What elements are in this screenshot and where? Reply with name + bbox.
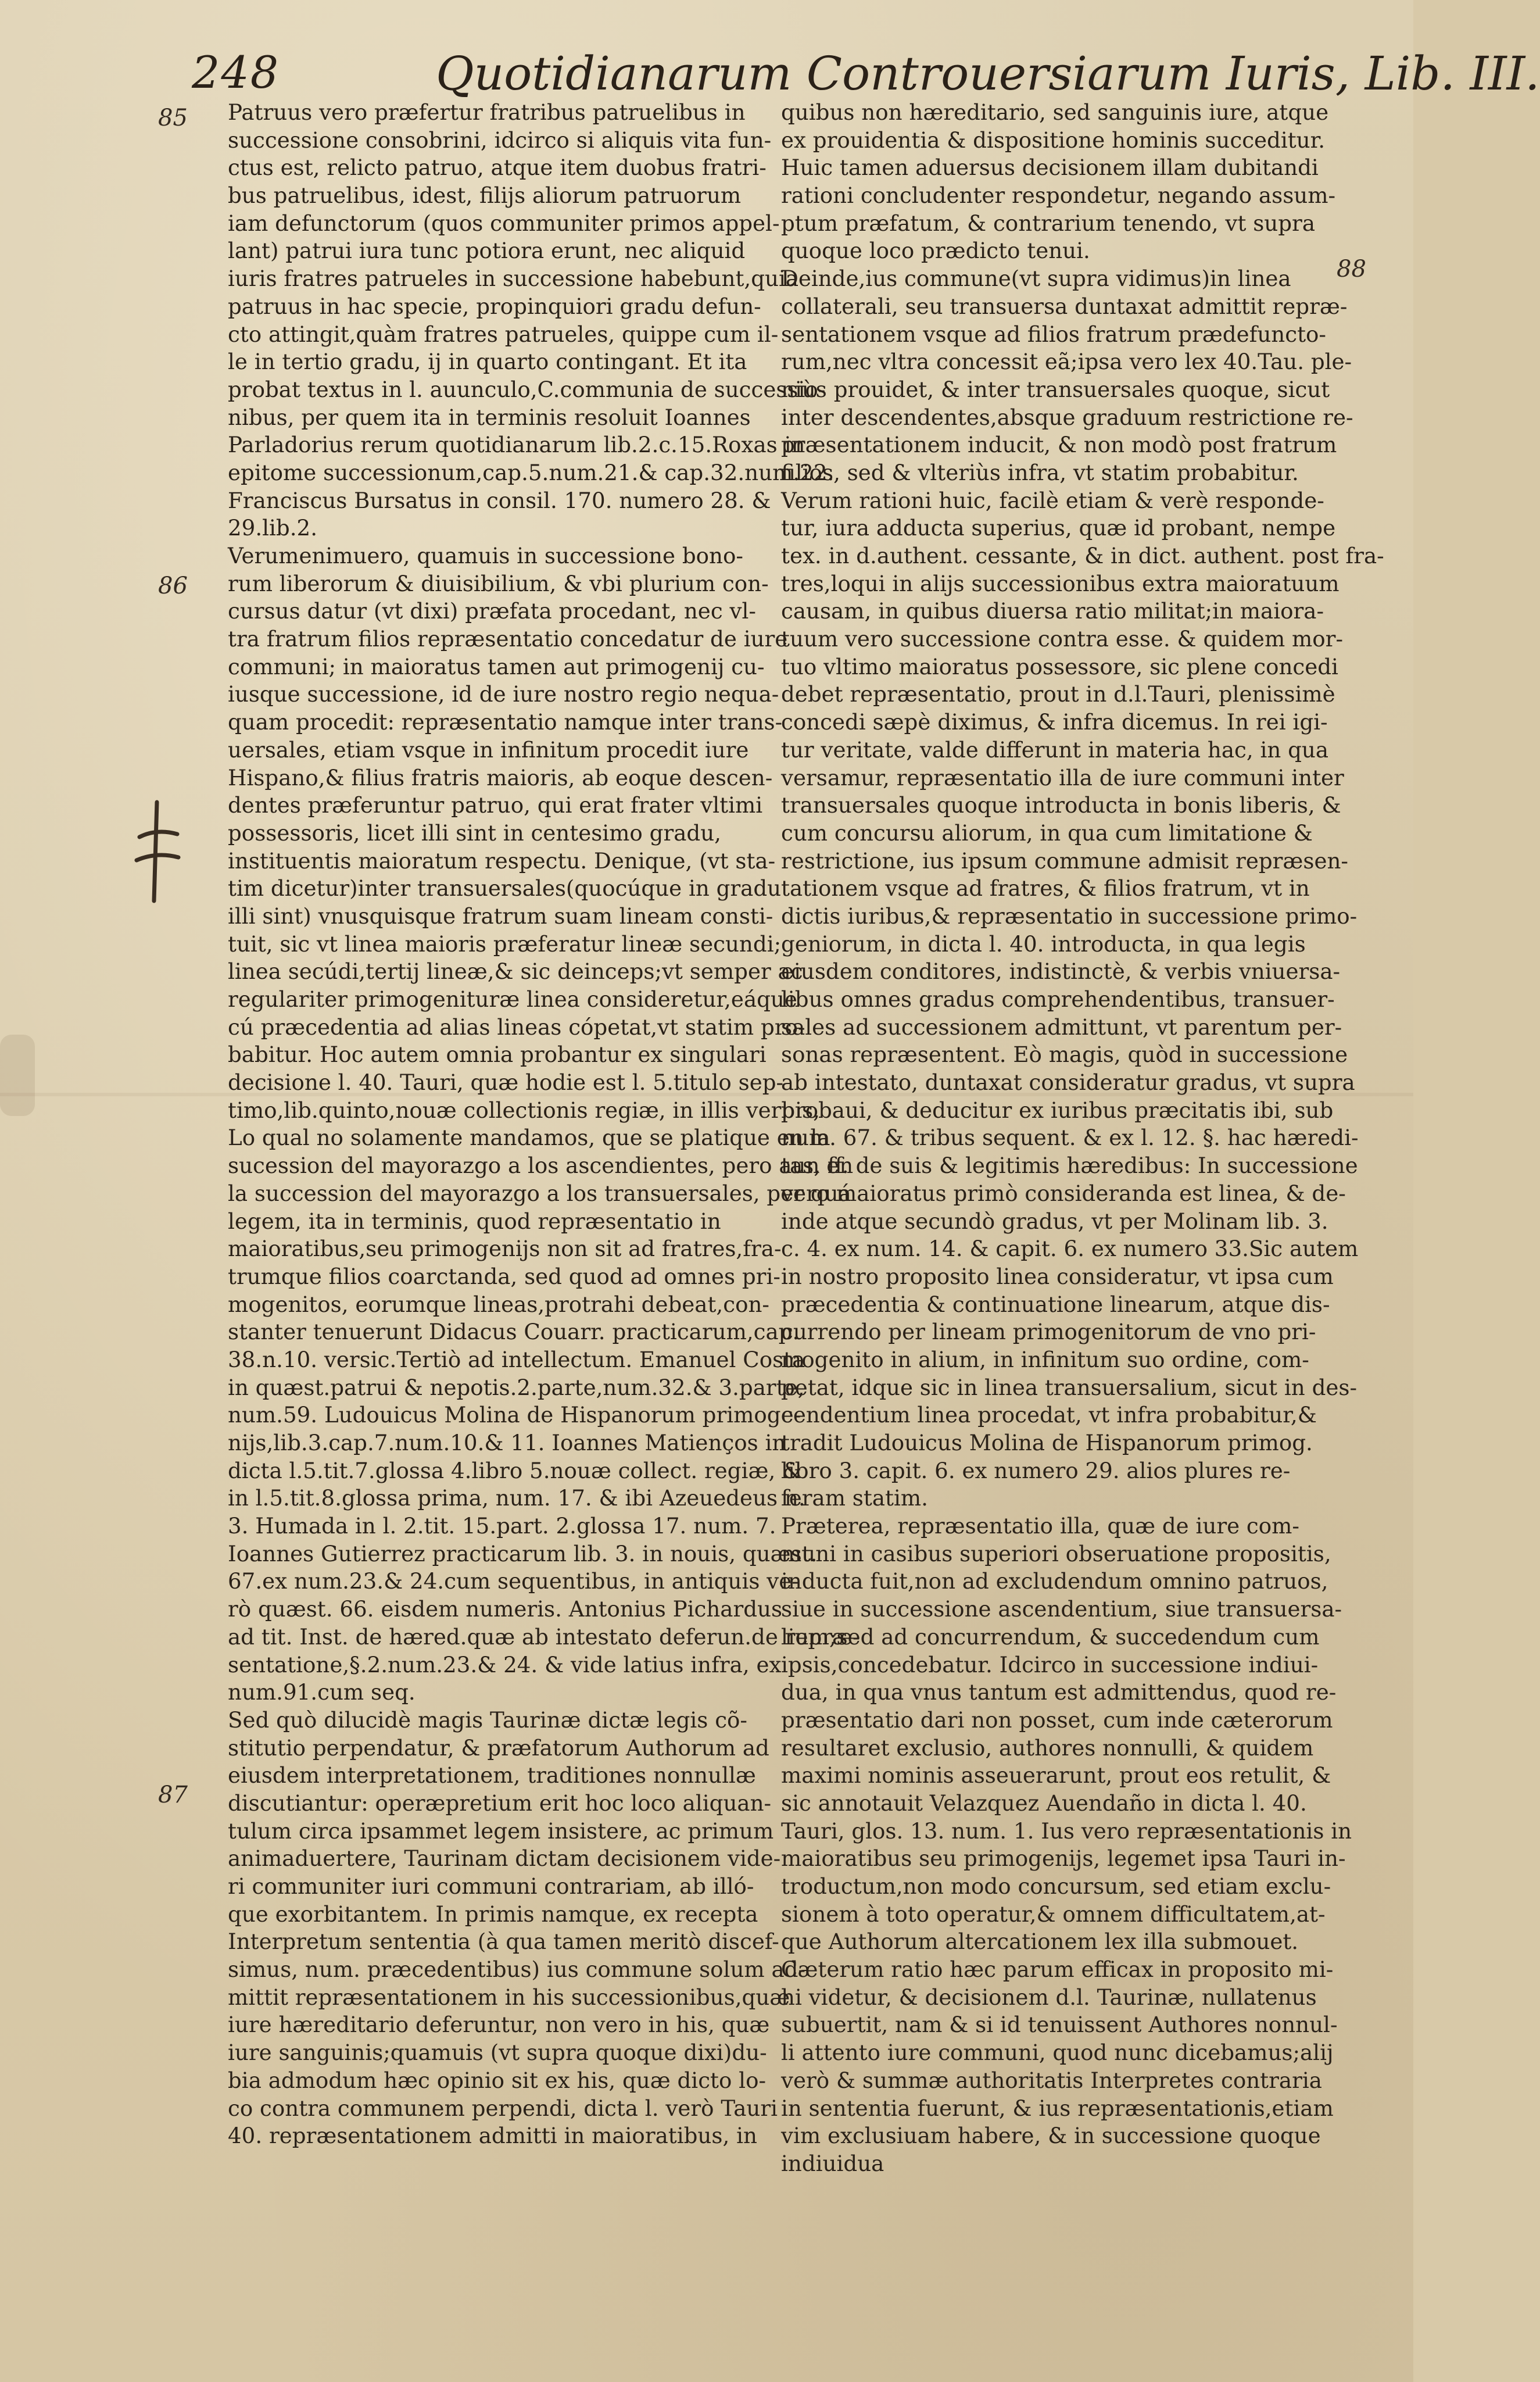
text-line: ctus est, relicto patruo, atque item duobus fratri- <box>228 155 767 181</box>
text-line: ptum præfatum, & contrarium tenendo, vt supra <box>781 210 1315 236</box>
text-line: ad tit. Inst. de hæred.quæ ab intestato deferun.de repræ- <box>228 1623 860 1650</box>
text-line: 3. Humada in l. 2.tit. 15.part. 2.glossa 17. num. 7. <box>228 1513 776 1539</box>
text-line: dua, in qua vnus tantum est admittendus, quod re- <box>781 1679 1337 1705</box>
text-line: sucession del mayorazgo a los ascendientes, pero aun en <box>228 1153 854 1179</box>
text-line: li attento iure communi, quod nunc dicebamus;alij <box>781 2040 1334 2066</box>
text-line: cendentium linea procedat, vt infra probabitur,& <box>781 1402 1317 1428</box>
text-line: quoque loco prædicto tenui. <box>781 238 1090 264</box>
text-line: iure sanguinis;quamuis (vt supra quoque dixi)du- <box>228 2040 767 2066</box>
text-line: in l.5.tit.8.glossa prima, num. 17. & ibi Azeuedeus n. <box>228 1485 805 1511</box>
text-line: inter descendentes,absque graduum restrictione re- <box>781 404 1353 430</box>
margin-number-88: 88 <box>1337 256 1366 282</box>
text-line: eiusdem interpretationem, traditiones nonnullæ <box>228 1762 756 1789</box>
text-line: in nostro proposito linea consideratur, vt ipsa cum <box>781 1263 1334 1289</box>
text-line: Ioannes Gutierrez practicarum lib. 3. in nouis, quæst. <box>228 1540 818 1566</box>
text-line: 67.ex num.23.& 24.cum sequentibus, in antiquis ve- <box>228 1568 799 1594</box>
text-line: geniorum, in dicta l. 40. introducta, in qua legis <box>781 931 1306 957</box>
text-line: rum liberorum & diuisibilium, & vbi plurium con- <box>228 570 769 596</box>
text-line: Præterea, repræsentatio illa, quæ de iure com- <box>781 1513 1299 1539</box>
text-line: lant) patrui iura tunc potiora erunt, nec aliquid <box>228 238 746 264</box>
text-line: Tauri, glos. 13. num. 1. Ius vero repræsentationis in <box>781 1818 1352 1844</box>
text-line: sic annotauit Velazquez Auendaño in dicta l. 40. <box>781 1790 1307 1816</box>
text-line: feram statim. <box>781 1485 928 1511</box>
text-line: ri communiter iuri communi contrariam, ab illó- <box>228 1873 754 1899</box>
text-line: Franciscus Bursatus in consil. 170. numero 28. & <box>228 487 771 513</box>
text-line: muni in casibus superiori obseruatione propositis, <box>781 1540 1331 1566</box>
text-line: cursus datur (vt dixi) præfata procedant, nec vl- <box>228 598 756 624</box>
text-line: transuersales quoque introducta in bonis liberis, & <box>781 792 1341 818</box>
text-line: inducta fuit,non ad excludendum omnino patruos, <box>781 1568 1328 1594</box>
text-line: epitome successionum,cap.5.num.21.& cap.32.num.22. <box>228 459 835 485</box>
text-line: le in tertio gradu, ij in quarto contingant. Et ita <box>228 349 747 375</box>
text-line: sales ad successionem admittunt, vt parentum per- <box>781 1014 1342 1040</box>
text-line: tres,loqui in alijs successionibus extra maioratuum <box>781 570 1340 596</box>
text-line: currendo per lineam primogenitorum de vno pri- <box>781 1319 1316 1345</box>
text-line: Deinde,ius commune(vt supra vidimus)in linea <box>781 266 1291 292</box>
text-line: dentes præferuntur patruo, qui erat frater vltimi <box>228 792 763 818</box>
text-line: versamur, repræsentatio illa de iure communi inter <box>781 764 1344 791</box>
text-line: indiuidua <box>781 2150 884 2176</box>
page-number: 248 <box>192 47 280 98</box>
text-line: maioratibus,seu primogenijs non sit ad fratres,fra- <box>228 1236 782 1262</box>
text-line: mogenito in alium, in infinitum suo ordine, com- <box>781 1346 1309 1372</box>
text-line: in quæst.patrui & nepotis.2.parte,num.32.& 3.parte, <box>228 1374 805 1400</box>
text-line: petat, idque sic in linea transuersalium, sicut in des- <box>781 1374 1358 1400</box>
text-line: debet repræsentatio, prout in d.l.Tauri, plenissimè <box>781 681 1335 707</box>
text-line: cú præcedentia ad alias lineas cópetat,vt statim pro- <box>228 1014 805 1040</box>
text-line: iuris fratres patrueles in successione habebunt,quia <box>228 266 799 292</box>
text-line: bia admodum hæc opinio sit ex his, quæ dicto lo- <box>228 2067 767 2093</box>
margin-number-87: 87 <box>158 1782 188 1808</box>
text-line: iusque successione, id de iure nostro regio nequa- <box>228 681 779 707</box>
text-line: Huic tamen aduersus decisionem illam dubitandi <box>781 155 1319 181</box>
margin-number-85: 85 <box>158 105 188 131</box>
text-line: Lo qual no solamente mandamos, que se platique en la <box>228 1125 830 1151</box>
text-line: instituentis maioratum respectu. Denique, (vt sta- <box>228 847 776 874</box>
text-line: num.59. Ludouicus Molina de Hispanorum primoge- <box>228 1402 801 1428</box>
text-line: la succession del mayorazgo a los transuersales, per quá <box>228 1180 851 1206</box>
text-line: tim dicetur)inter transuersales(quocúque in gradu <box>228 875 782 902</box>
text-line: ex prouidentia & dispositione hominis succeditur. <box>781 127 1326 153</box>
text-line: tur, iura adducta superius, quæ id probant, nempe <box>781 515 1336 541</box>
text-line: probat textus in l. auunculo,C.communia de successio- <box>228 376 826 402</box>
text-line: que exorbitantem. In primis namque, ex recepta <box>228 1901 758 1927</box>
text-line: troductum,non modo concursum, sed etiam exclu- <box>781 1873 1331 1899</box>
text-line: nibus, per quem ita in terminis resoluit Ioannes <box>228 404 751 430</box>
text-line: quam procedit: repræsentatio namque inter trans- <box>228 709 783 735</box>
text-line: num. 67. & tribus sequent. & ex l. 12. §. hac hæredi- <box>781 1125 1359 1151</box>
text-line: c. 4. ex num. 14. & capit. 6. ex numero 33.Sic autem <box>781 1236 1359 1262</box>
text-line: Verum rationi huic, facilè etiam & verè responde- <box>781 487 1324 513</box>
margin-number-86: 86 <box>158 573 188 599</box>
text-line: filios, sed & vlteriùs infra, vt statim probabitur. <box>781 459 1299 485</box>
text-line: ab intestato, duntaxat consideratur gradus, vt supra <box>781 1070 1355 1096</box>
text-line: Sed quò dilucidè magis Taurinæ dictæ legis cõ- <box>228 1707 747 1733</box>
text-line: vim exclusiuam habere, & in successione quoque <box>781 2123 1321 2149</box>
text-line: bus patruelibus, idest, filijs aliorum patruorum <box>228 183 742 209</box>
text-line: linea secúdi,tertij lineæ,& sic deinceps;vt semper ac <box>228 958 803 985</box>
text-line: verò & summæ authoritatis Interpretes contraria <box>781 2067 1322 2093</box>
text-line: Verumenimuero, quamuis in successione bono- <box>228 543 743 568</box>
text-line: sonas repræsentent. Eò magis, quòd in successione <box>781 1042 1348 1068</box>
text-line: 38.n.10. versic.Tertiò ad intellectum. Emanuel Costa <box>228 1346 805 1372</box>
text-line: maioratibus seu primogenijs, legemet ipsa Tauri in- <box>781 1845 1346 1872</box>
text-line: uersales, etiam vsque in infinitum procedit iure <box>228 736 749 763</box>
text-line: simus, num. præcedentibus) ius commune solum ad- <box>228 1957 806 1983</box>
text-line: illi sint) vnusquisque fratrum suam lineam consti- <box>228 903 773 929</box>
text-line: co contra communem perpendi, dicta l. verò Tauri <box>228 2095 778 2121</box>
text-line: tex. in d.authent. cessante, & in dict. authent. post fra- <box>781 543 1384 568</box>
handwritten-ink-mark <box>131 796 183 907</box>
text-line: præcedentia & continuatione linearum, atque dis- <box>781 1291 1330 1317</box>
text-line: tuum vero successione contra esse. & quidem mor- <box>781 626 1344 652</box>
text-line: stitutio perpendatur, & præfatorum Authorum ad <box>228 1734 769 1761</box>
text-line: cto attingit,quàm fratres patrueles, quippe cum il- <box>228 321 779 347</box>
text-line: præsentationem inducit, & non modò post fratrum <box>781 432 1337 458</box>
running-title: Quotidianarum Controuersiarum Iuris, Lib. III. <box>436 47 1540 101</box>
text-line: eiusdem conditores, indistinctè, & verbis vniuersa- <box>781 958 1341 985</box>
text-line: Patruus vero præfertur fratribus patruelibus in <box>228 99 746 125</box>
text-line: rò quæst. 66. eisdem numeris. Antonius Pichardus <box>228 1596 783 1622</box>
text-line: communi; in maioratus tamen aut primogenij cu- <box>228 653 765 679</box>
text-line: tuit, sic vt linea maioris præferatur lineæ secundi; <box>228 931 782 957</box>
text-line: sentatione,§.2.num.23.& 24. & vide latius infra, ex <box>228 1651 782 1678</box>
text-line: regulariter primogenituræ linea consideretur,eáque <box>228 986 797 1012</box>
text-line: tationem vsque ad fratres, & filios fratrum, vt in <box>781 875 1310 902</box>
text-line: que Authorum altercationem lex illa submouet. <box>781 1929 1299 1955</box>
text-line: babitur. Hoc autem omnia probantur ex singulari <box>228 1042 767 1068</box>
text-line: decisione l. 40. Tauri, quæ hodie est l. 5.titulo sep- <box>228 1070 784 1096</box>
text-line: subuertit, nam & si id tenuissent Authores nonnul- <box>781 2012 1338 2038</box>
text-line: tuo vltimo maioratus possessore, sic plene concedi <box>781 653 1338 679</box>
text-line: legem, ita in terminis, quod repræsentatio in <box>228 1208 721 1234</box>
text-line: sionem à toto operatur,& omnem difficultatem,at- <box>781 1901 1326 1927</box>
text-line: tradit Ludouicus Molina de Hispanorum primog. <box>781 1430 1313 1455</box>
text-line: maximi nominis asseuerarunt, prout eos retulit, & <box>781 1762 1331 1789</box>
text-line: cum concursu aliorum, in qua cum limitatione & <box>781 820 1313 846</box>
text-line: tra fratrum filios repræsentatio concedatur de iure <box>228 626 788 652</box>
text-line: hi videtur, & decisionem d.l. Taurinæ, nullatenus <box>781 1984 1317 2010</box>
text-line: iure hæreditario deferuntur, non vero in his, quæ <box>228 2012 770 2038</box>
text-line: Parladorius rerum quotidianarum lib.2.c.15.Roxas in <box>228 432 805 458</box>
text-line: vero maioratus primò consideranda est linea, & de- <box>781 1180 1346 1206</box>
text-line: libro 3. capit. 6. ex numero 29. alios plures re- <box>781 1457 1291 1483</box>
text-line: præsentatio dari non posset, cum inde cæterorum <box>781 1707 1333 1733</box>
text-line: dicta l.5.tit.7.glossa 4.libro 5.nouæ collect. regiæ, & <box>228 1457 802 1483</box>
text-line: libus omnes gradus comprehendentibus, transuer- <box>781 986 1335 1012</box>
text-line: animaduertere, Taurinam dictam decisionem vide- <box>228 1845 781 1872</box>
text-line: 29.lib.2. <box>228 515 318 541</box>
text-line: tulum circa ipsammet legem insistere, ac primum <box>228 1818 774 1844</box>
text-line: Hispano,& filius fratris maioris, ab eoque descen- <box>228 764 773 791</box>
text-line: stanter tenuerunt Didacus Couarr. practicarum,cap. <box>228 1319 800 1345</box>
text-line: possessoris, licet illi sint in centesimo gradu, <box>228 820 721 846</box>
text-line: mogenitos, eorumque lineas,protrahi debeat,con- <box>228 1291 769 1317</box>
text-line: timo,lib.quinto,nouæ collectionis regiæ, in illis verbis, <box>228 1097 820 1123</box>
text-line: patruus in hac specie, propinquiori gradu defun- <box>228 293 761 319</box>
text-line: rationi concludenter respondetur, negando assum- <box>781 183 1336 209</box>
text-line: iam defunctorum (quos communiter primos appel- <box>228 210 780 236</box>
text-line: mittit repræsentationem in his successionibus,quæ <box>228 1984 790 2010</box>
text-line: in sententia fuerunt, & ius repræsentationis,etiam <box>781 2095 1334 2121</box>
text-line: siue in successione ascendentium, siue transuersa- <box>781 1596 1342 1622</box>
text-line: successione consobrini, idcirco si aliquis vita fun- <box>228 127 772 153</box>
text-line: niùs prouidet, & inter transuersales quoque, sicut <box>781 376 1330 402</box>
text-line: concedi sæpè diximus, & infra dicemus. In rei igi- <box>781 709 1328 735</box>
text-line: restrictione, ius ipsum commune admisit repræsen- <box>781 847 1348 874</box>
text-line: Cæterum ratio hæc parum efficax in proposito mi- <box>781 1957 1334 1983</box>
text-line: causam, in quibus diuersa ratio militat;in maiora- <box>781 598 1324 624</box>
text-line: sentationem vsque ad filios fratrum prædefuncto- <box>781 321 1326 347</box>
text-line: inde atque secundò gradus, vt per Molinam lib. 3. <box>781 1208 1328 1234</box>
text-line: Interpretum sententia (à qua tamen meritò discef- <box>228 1929 779 1955</box>
text-line: quibus non hæreditario, sed sanguinis iure, atque <box>781 99 1329 125</box>
text-line: lium;sed ad concurrendum, & succedendum cum <box>781 1623 1320 1650</box>
paper-stain <box>0 1035 35 1116</box>
text-line: collaterali, seu transuersa duntaxat admittit repræ- <box>781 293 1348 319</box>
text-line: dictis iuribus,& repræsentatio in successione primo- <box>781 903 1358 929</box>
text-line: probaui, & deducitur ex iuribus præcitatis ibi, sub <box>781 1097 1334 1123</box>
text-line: tur veritate, valde differunt in materia hac, in qua <box>781 736 1329 763</box>
text-line: 40. repræsentationem admitti in maioratibus, in <box>228 2123 757 2149</box>
text-line: num.91.cum seq. <box>228 1679 416 1705</box>
text-line: trumque filios coarctanda, sed quod ad omnes pri- <box>228 1263 780 1289</box>
text-line: nijs,lib.3.cap.7.num.10.& 11. Ioannes Matienços in <box>228 1430 786 1455</box>
text-line: resultaret exclusio, authores nonnulli, & quidem <box>781 1734 1314 1761</box>
text-line: discutiantur: operæpretium erit hoc loco aliquan- <box>228 1790 772 1816</box>
text-line: rum,nec vltra concessit eã;ipsa vero lex 40.Tau. ple- <box>781 349 1352 375</box>
text-line: ipsis,concedebatur. Idcirco in successione indiui- <box>781 1651 1319 1678</box>
text-line: tas, ff. de suis & legitimis hæredibus: In successione <box>781 1153 1358 1179</box>
